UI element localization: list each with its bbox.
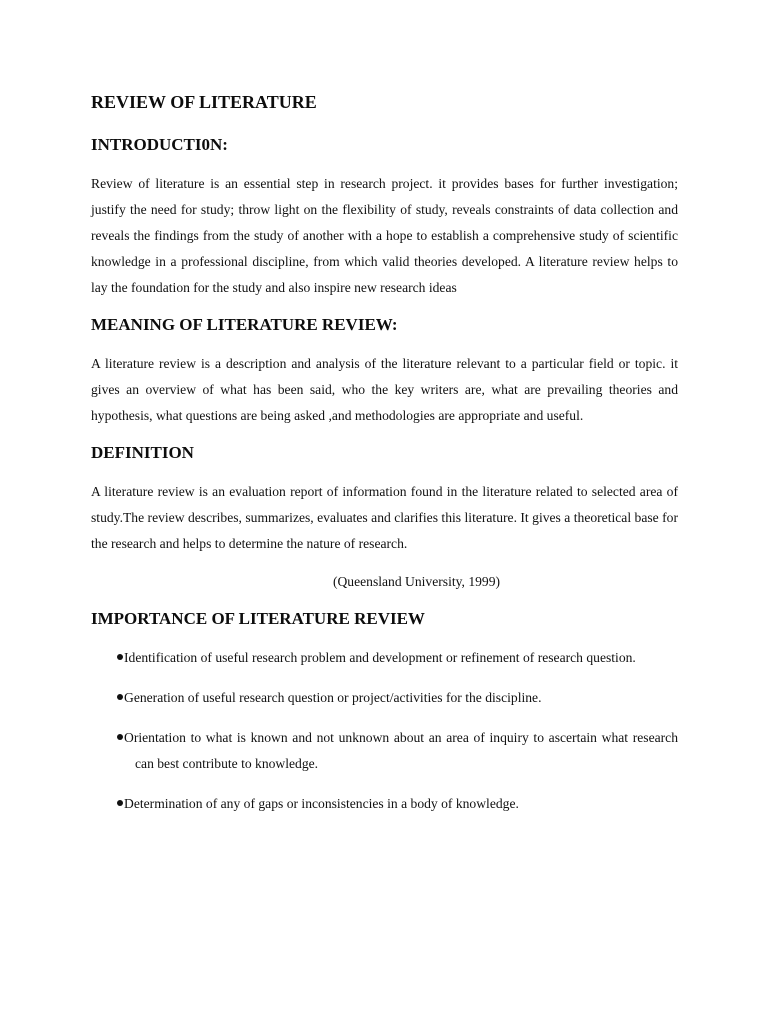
bullet-item (91, 645, 678, 671)
bullet-text: Orientation to what is known and not unknown about an area of inquiry to ascertain what research can best contribute to knowledge. (124, 730, 678, 771)
bullet-item (91, 685, 678, 711)
section-heading-definition: DEFINITION (91, 443, 194, 462)
section-heading-introduction: INTRODUCTI0N: (91, 135, 228, 154)
bullet-icon (117, 734, 123, 740)
bullet-text: Identification of useful research problem and development or refinement of research question. (124, 650, 636, 665)
section-heading-meaning: MEANING OF LITERATURE REVIEW: (91, 315, 398, 334)
citation: (Queensland University, 1999) (332, 574, 501, 589)
paragraph-meaning: A literature review is a description and analysis of the literature relevant to a particular field or topic. it gives an overview of what has been said, who the key writers are, what are prevailing theories and hypothesis, what questions are being asked ,and methodologies are appropriate and useful. (91, 356, 678, 423)
importance-bullet-list (91, 645, 678, 817)
bullet-icon (117, 654, 123, 660)
document-page (91, 90, 678, 831)
document-title: REVIEW OF LITERATURE (91, 92, 317, 112)
bullet-text: Generation of useful research question or project/activities for the discipline. (124, 690, 542, 705)
bullet-item (91, 791, 678, 817)
bullet-icon (117, 694, 123, 700)
section-heading-importance: IMPORTANCE OF LITERATURE REVIEW (91, 609, 425, 628)
paragraph-definition: A literature review is an evaluation report of information found in the literature related to selected area of study.The review describes, summarizes, evaluates and clarifies this literature. It gives a theoretical base for the research and helps to determine the nature of research. (91, 484, 678, 551)
paragraph-introduction: Review of literature is an essential step in research project. it provides bases for further investigation; justify the need for study; throw light on the flexibility of study, reveals constraints of data collection and reveals the findings from the study of another with a hope to establish a comprehensive study of scientific knowledge in a professional discipline, from which valid theories developed. A literature review helps to lay the foundation for the study and also inspire new research ideas (91, 176, 678, 295)
bullet-text: Determination of any of gaps or inconsistencies in a body of knowledge. (124, 796, 519, 811)
bullet-icon (117, 800, 123, 806)
bullet-item (91, 725, 678, 777)
